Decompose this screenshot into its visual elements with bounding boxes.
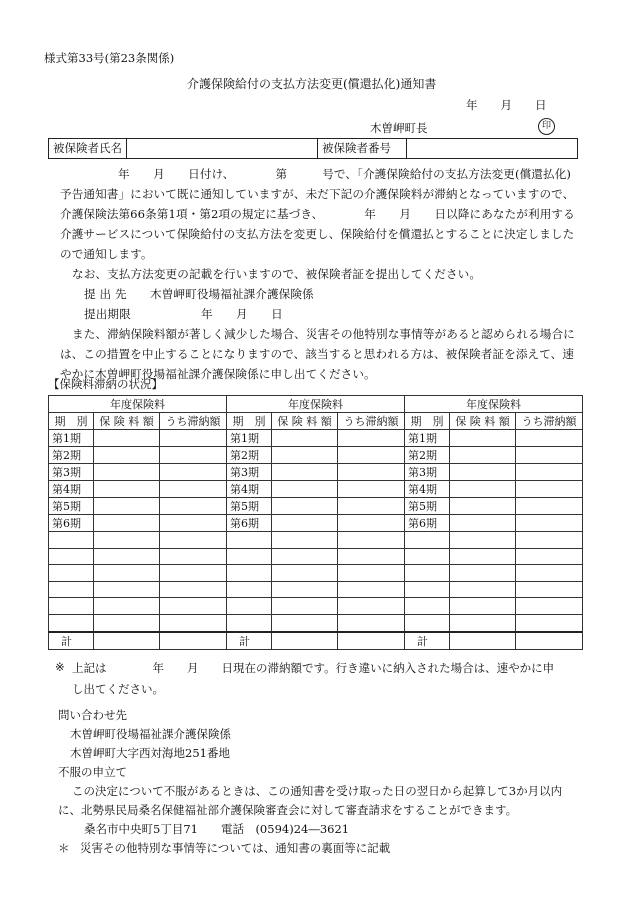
period-label: 第1期 [227, 430, 272, 447]
insured-number-label: 被保険者番号 [317, 139, 407, 158]
footer-mark: ＊ [58, 841, 70, 855]
note-mark: ※ [55, 660, 65, 674]
year-header: 年度保険料 [49, 396, 227, 413]
arrears-header: うち滞納額 [160, 413, 227, 430]
period-label: 第6期 [49, 515, 94, 532]
total-label: 計 [49, 632, 94, 650]
body-line: また、滞納保険料額が著しく減少した場合、災害その他特別な事情等があると認められる場合に [72, 327, 575, 341]
contact-office: 木曽岬町役場福祉課介護保険係 [70, 727, 231, 741]
amount-header: 保 険 料 額 [272, 413, 338, 430]
period-label: 第2期 [49, 447, 94, 464]
body-line: 介護保険法第66条第1項・第2項の規定に基づき、 年 月 日以降にあなたが利用する [60, 207, 575, 221]
form-number: 様式第33号(第23条関係) [44, 51, 175, 65]
period-header: 期 別 [405, 413, 450, 430]
note-line: 上記は 年 月 日現在の滞納額です。行き違いに納入された場合は、速やかに申 [72, 661, 555, 675]
insured-info-box [48, 138, 578, 159]
note-line: し出てください。 [72, 682, 164, 696]
period-label: 第2期 [227, 447, 272, 464]
amount-header: 保 険 料 額 [450, 413, 516, 430]
amount-header: 保 険 料 額 [94, 413, 160, 430]
total-label: 計 [227, 632, 272, 650]
issue-date: 年 月 日 [466, 98, 547, 112]
arrears-table-1 [48, 395, 227, 650]
submission-destination: 提 出 先 木曽岬町役場福祉課介護保険係 [84, 287, 314, 301]
body-line: 予告通知書」において既に通知していますが、未だ下記の介護保険料が滞納となっていますので、 [60, 187, 575, 201]
period-label: 第6期 [227, 515, 272, 532]
period-label: 第4期 [227, 481, 272, 498]
body-line: ので通知します。 [60, 247, 153, 261]
year-header: 年度保険料 [405, 396, 583, 413]
period-label: 第1期 [49, 430, 94, 447]
period-label: 第3期 [405, 464, 450, 481]
submission-deadline: 提出期限 年 月 日 [84, 307, 283, 321]
body-line: なお、支払方法変更の記載を行いますので、被保険者証を提出してください。 [72, 267, 482, 281]
period-label: 第5期 [49, 498, 94, 515]
period-label: 第1期 [405, 430, 450, 447]
insured-name-field[interactable] [127, 139, 317, 158]
arrears-header: うち滞納額 [516, 413, 583, 430]
year-header: 年度保険料 [227, 396, 405, 413]
period-label: 第5期 [405, 498, 450, 515]
contact-heading: 問い合わせ先 [58, 708, 127, 722]
insured-number-field[interactable] [407, 139, 577, 158]
period-label: 第2期 [405, 447, 450, 464]
period-header: 期 別 [227, 413, 272, 430]
document-title: 介護保険給付の支払方法変更(償還払化)通知書 [187, 77, 437, 91]
appeal-line: に、北勢県民局桑名保健福祉部介護保険審査会に対して審査請求をすることができます。 [58, 803, 518, 817]
appeal-address: 桑名市中央町5丁目71 電話 (0594)24―3621 [84, 822, 350, 836]
arrears-table-2 [226, 395, 405, 650]
body-line: 介護サービスについて保険給付の支払方法を変更し、保険給付を償還払とすることに決定しました [60, 227, 575, 241]
arrears-table-3 [404, 395, 583, 650]
footer-note: 災害その他特別な事情等については、通知書の裏面等に記載 [80, 841, 391, 855]
insured-name-label: 被保険者氏名 [49, 139, 127, 158]
body-line: は、この措置を中止することになりますので、該当すると思われる方は、被保険者証を添えて、速 [60, 347, 575, 361]
seal-mark: 印 [538, 118, 555, 135]
arrears-header: うち滞納額 [338, 413, 405, 430]
contact-address: 木曽岬町大字西対海地251番地 [70, 746, 230, 760]
body-line: やかに木曽岬町役場福祉課介護保険係に申し出てください。 [60, 367, 376, 381]
section-heading: 【保険料滞納の状況】 [48, 377, 163, 391]
body-line: 年 月 日付け、 第 号で、「介護保険給付の支払方法変更(償還払化) [118, 167, 572, 181]
appeal-heading: 不服の申立て [58, 765, 127, 779]
total-label: 計 [405, 632, 450, 650]
period-label: 第4期 [405, 481, 450, 498]
period-label: 第4期 [49, 481, 94, 498]
period-label: 第5期 [227, 498, 272, 515]
appeal-line: この決定について不服があるときは、この通知書を受け取った日の翌日から起算して3か月以内 [72, 784, 563, 798]
period-label: 第6期 [405, 515, 450, 532]
period-label: 第3期 [227, 464, 272, 481]
issuer-name: 木曽岬町長 [370, 121, 428, 135]
period-header: 期 別 [49, 413, 94, 430]
period-label: 第3期 [49, 464, 94, 481]
